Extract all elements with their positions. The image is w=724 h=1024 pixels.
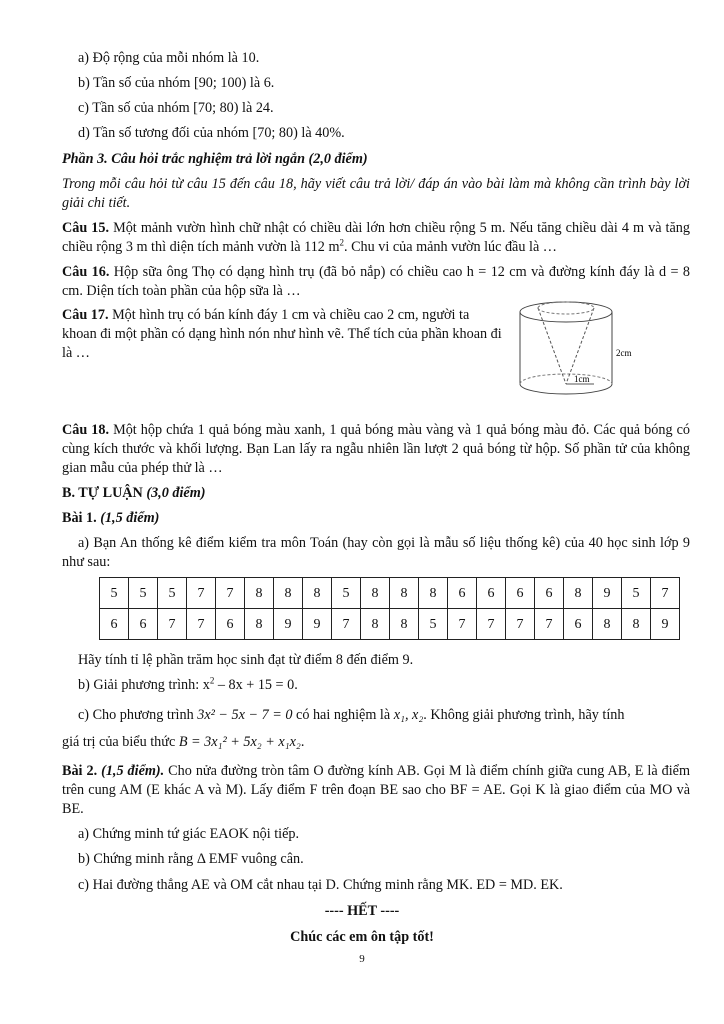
bai2-title: Bài 2.: [62, 763, 98, 779]
table-cell: 5: [419, 609, 448, 640]
item-b: b) Tần số của nhóm [90; 100) là 6.: [78, 75, 275, 91]
end-marker: ---- HẾT ----: [324, 903, 400, 919]
question-15: [62, 219, 690, 257]
table-cell: 7: [332, 609, 361, 640]
table-cell: 6: [216, 609, 245, 640]
part3-heading: Phần 3. Câu hỏi trắc nghiệm trả lời ngắn (2,0 điểm): [62, 151, 368, 167]
table-cell: 6: [448, 578, 477, 609]
table-cell: 8: [274, 578, 303, 609]
q15-text-b: . Chu vi của mảnh vườn lúc đầu là …: [343, 239, 557, 255]
page-number: 9: [359, 953, 365, 965]
q18-text: Một hộp chứa 1 quả bóng màu xanh, 1 quả bóng màu vàng và 1 quả bóng màu đỏ. Các quả bóng có cùng kích thước và khối lượng. Bạn Lan lấy ra ngẫu nhiên lần lượt 2 quả bóng từ hộp. Số phần tử của không gian mẫu của phép thử là …: [62, 422, 690, 476]
bai1-title: Bài 1.: [62, 510, 97, 526]
table-cell: 8: [361, 609, 390, 640]
bai1-a-text: a) Bạn An thống kê điểm kiểm tra môn Toán (hay còn gọi là mẫu số liệu thống kê) của 40 học sinh lớp 9 như sau:: [62, 535, 690, 570]
item-a: a) Độ rộng của mỗi nhóm là 10.: [78, 50, 260, 66]
part3-instruction: Trong mỗi câu hỏi từ câu 15 đến câu 18, hãy viết câu trả lời/ đáp án vào bài làm mà không cần trình bày lời giải chi tiết.: [62, 176, 690, 211]
table-cell: 9: [303, 609, 332, 640]
part-b-points: (3,0 điểm): [146, 485, 206, 501]
bai2-c: c) Hai đường thẳng AE và OM cắt nhau tại D. Chứng minh rằng MK. ED = MD. EK.: [78, 877, 563, 893]
bai1-c-text1: c) Cho phương trình: [78, 707, 198, 723]
table-cell: 7: [448, 609, 477, 640]
table-cell: 8: [564, 578, 593, 609]
table-cell: 5: [100, 578, 129, 609]
bai1-heading: [62, 509, 688, 528]
q15-sup: 2: [339, 237, 344, 248]
table-cell: 7: [535, 609, 564, 640]
bai2-a: a) Chứng minh tứ giác EAOK nội tiếp.: [78, 826, 300, 842]
table-cell: 5: [622, 578, 651, 609]
table-cell: 6: [129, 609, 158, 640]
bai1-b-text: b) Giải phương trình: x: [78, 677, 210, 693]
q17-label: Câu 17.: [62, 307, 109, 323]
table-cell: 8: [390, 578, 419, 609]
question-16: [62, 263, 690, 301]
table-cell: 9: [651, 609, 680, 640]
table-cell: 8: [245, 609, 274, 640]
question-18: [62, 421, 690, 478]
closing-wish: Chúc các em ôn tập tốt!: [290, 929, 434, 945]
q17-text: Một hình trụ có bán kính đáy 1 cm và chiều cao 2 cm, người ta khoan đi một phần có dạng hình nón như hình vẽ. Thể tích của phần khoan đi là …: [62, 307, 502, 361]
table-cell: 7: [477, 609, 506, 640]
bai1-c-roots: x₁, x₂: [393, 707, 424, 723]
bai1-c-expression: B = 3x₁² + 5x₂ + x₁x₂: [178, 734, 301, 750]
bai1-a-question: Hãy tính tỉ lệ phần trăm học sinh đạt từ điểm 8 đến điểm 9.: [78, 652, 414, 668]
table-cell: 8: [593, 609, 622, 640]
table-cell: 8: [245, 578, 274, 609]
bai1-points: (1,5 điểm): [100, 510, 160, 526]
cylinder-cone-figure: [508, 298, 632, 406]
table-cell: 7: [158, 609, 187, 640]
q15-text-a: Một mảnh vườn hình chữ nhật có chiều dài lớn hơn chiều rộng 5 m. Nếu tăng chiều dài 4 m và tăng chiều rộng 3 m thì diện tích mảnh vườn là 112 m: [62, 220, 690, 255]
bai1-b-sup: 2: [209, 675, 215, 686]
bai1-c-text3: . Không giải phương trình, hãy tính: [423, 707, 625, 723]
table-cell: 7: [506, 609, 535, 640]
bai1-b-text2: – 8x + 15 = 0.: [214, 677, 298, 693]
table-cell: 8: [622, 609, 651, 640]
table-cell: 6: [477, 578, 506, 609]
q18-label: Câu 18.: [62, 422, 110, 438]
scores-table: [99, 577, 680, 640]
table-cell: 5: [332, 578, 361, 609]
bai1-c-text4: giá trị của biểu thức: [62, 734, 179, 750]
bai1-c-equation: 3x² − 5x − 7 = 0: [197, 707, 293, 723]
table-cell: 7: [651, 578, 680, 609]
table-cell: 5: [158, 578, 187, 609]
table-row: [100, 609, 680, 640]
table-cell: 7: [187, 578, 216, 609]
table-cell: 6: [506, 578, 535, 609]
item-d: d) Tần số tương đối của nhóm [70; 80) là 40%.: [78, 125, 345, 141]
bai2-paragraph: [62, 762, 690, 819]
bai2-points: (1,5 điểm).: [101, 763, 165, 779]
bai1-b: [78, 676, 688, 695]
table-cell: 5: [129, 578, 158, 609]
bai1-c: [78, 706, 688, 725]
bai1-c-end: .: [300, 734, 305, 750]
table-cell: 8: [419, 578, 448, 609]
table-cell: 6: [100, 609, 129, 640]
table-cell: 6: [564, 609, 593, 640]
bai1-c-text2: có hai nghiệm là: [292, 707, 394, 723]
bai2-text: Cho nửa đường tròn tâm O đường kính AB. Gọi M là điểm chính giữa cung AB, E là điểm trên cung AM (E khác A và M). Lấy điểm F trên đoạn BE sao cho BF = AE. Gọi K là giao điểm của MO và BE.: [62, 763, 690, 817]
table-row: [100, 578, 680, 609]
fig-height-label: 2cm: [616, 348, 632, 358]
question-17: [62, 306, 502, 363]
table-cell: 7: [216, 578, 245, 609]
fig-radius-label: 1cm: [574, 374, 590, 384]
part-b-heading: [62, 484, 688, 503]
bai2-b: b) Chứng minh rằng Δ EMF vuông cân.: [78, 851, 304, 867]
bai1-c-line2: [62, 733, 688, 752]
table-cell: 9: [593, 578, 622, 609]
table-cell: 7: [187, 609, 216, 640]
part-b-title: B. TỰ LUẬN: [62, 485, 143, 501]
table-cell: 8: [303, 578, 332, 609]
item-c: c) Tần số của nhóm [70; 80) là 24.: [78, 100, 274, 116]
q16-text: Hộp sữa ông Thọ có dạng hình trụ (đã bỏ nắp) có chiều cao h = 12 cm và đường kính đáy là d = 8 cm. Diện tích toàn phần của hộp sữa là …: [62, 264, 690, 299]
q15-label: Câu 15.: [62, 220, 110, 236]
table-cell: 8: [361, 578, 390, 609]
table-cell: 8: [390, 609, 419, 640]
q16-label: Câu 16.: [62, 264, 110, 280]
table-cell: 9: [274, 609, 303, 640]
table-cell: 6: [535, 578, 564, 609]
